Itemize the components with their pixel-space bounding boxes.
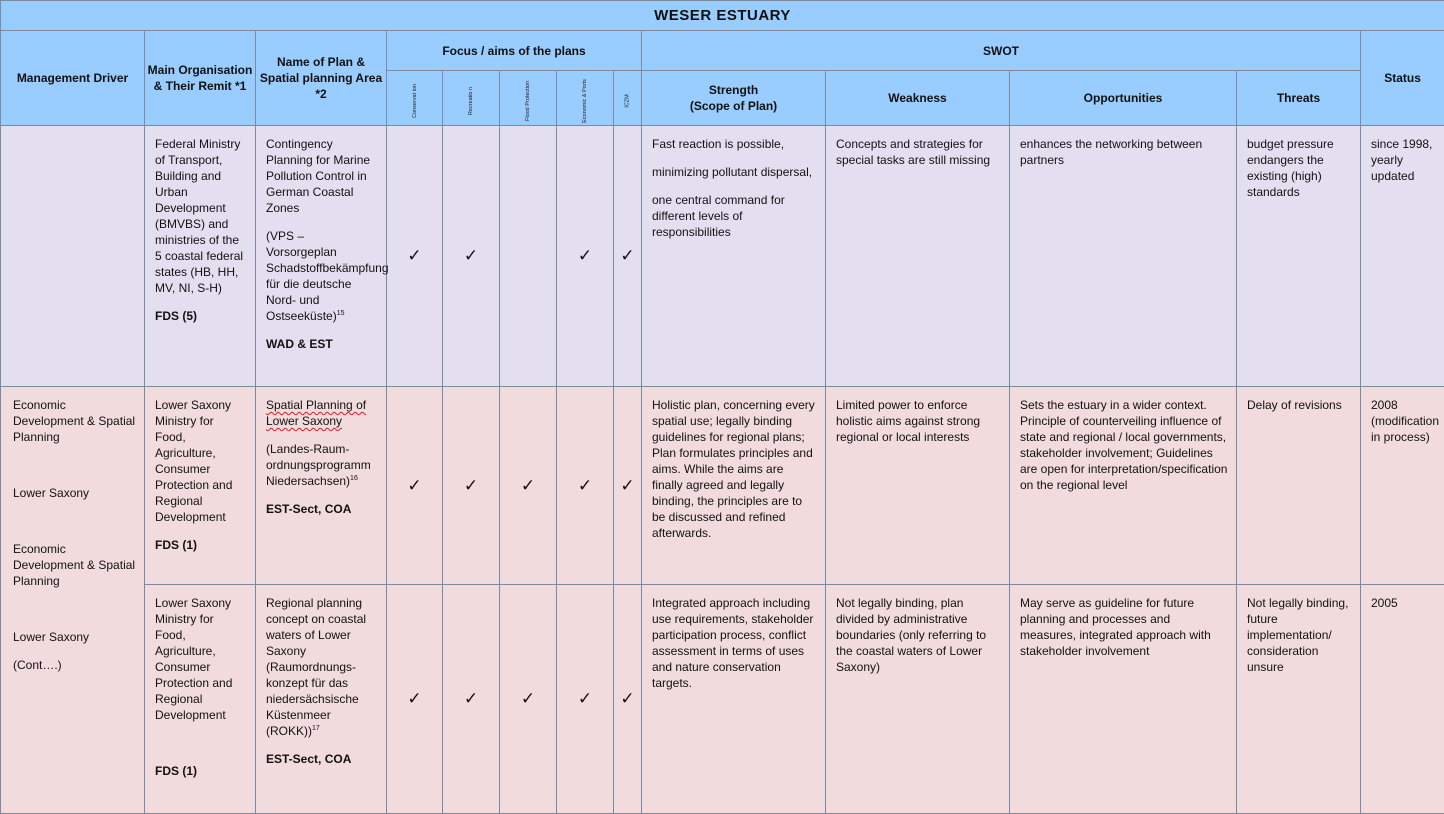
- checkmark-icon: ✓: [620, 476, 634, 495]
- strength-line: Fast reaction is possible,: [652, 136, 817, 152]
- plan-name: Contingency Planning for Marine Pollution Control in German Coastal Zones: [266, 136, 378, 216]
- header-weakness: Weakness: [826, 71, 1010, 126]
- focus-tick: [500, 126, 557, 387]
- status-cell: 2005: [1361, 585, 1444, 814]
- plan-footnote: 17: [312, 725, 320, 732]
- management-driver-cell: [1, 126, 145, 387]
- weakness-cell: Not legally binding, plan divided by administrative boundaries (only referring to the coastal waters of Lower Saxony): [826, 585, 1010, 814]
- management-driver-text: Economic Development & Spatial Planning: [13, 397, 138, 445]
- focus-col-label: Recreatio n: [468, 87, 474, 115]
- management-driver-cell: [1, 387, 145, 814]
- org-text: Lower Saxony Ministry for Food, Agriculture, Consumer Protection and Regional Development: [155, 397, 247, 525]
- plan-area: EST-Sect, COA: [266, 502, 351, 516]
- header-opportunities: Opportunities: [1010, 71, 1237, 126]
- header-threats: Threats: [1237, 71, 1361, 126]
- main-organisation-cell: [145, 387, 256, 585]
- status-cell: since 1998, yearly updated: [1361, 126, 1444, 387]
- header-main-organisation: [145, 31, 256, 126]
- status-cell: 2008 (modification in process): [1361, 387, 1444, 585]
- plan-name-cell: [256, 126, 387, 387]
- header-focus-flood-protection: [500, 71, 557, 126]
- focus-tick: [614, 387, 642, 585]
- threats-cell: Delay of revisions: [1237, 387, 1361, 585]
- checkmark-icon: ✓: [464, 689, 478, 708]
- opportunities-cell: May serve as guideline for future planning and processes and measures, integrated approach with stakeholder involvement: [1010, 585, 1237, 814]
- focus-tick: [614, 126, 642, 387]
- plan-area: WAD & EST: [266, 337, 333, 351]
- focus-tick: [557, 126, 614, 387]
- main-organisation-cell: [145, 126, 256, 387]
- plan-name-cell: [256, 585, 387, 814]
- org-text: Federal Ministry of Transport, Building and Urban Development (BMVBS) and ministries of the 5 coastal federal states (HB, HH, MV, NI, S-H): [155, 136, 247, 296]
- strength-cell: Holistic plan, concerning every spatial use; legally binding guidelines for regional plans; Plan formulates principles and aims. While the aims are finally agreed and legally binding, the principles are to be discussed and refined afterwards.: [642, 387, 826, 585]
- table-title: WESER ESTUARY: [1, 1, 1444, 31]
- header-swot: SWOT: [642, 31, 1361, 71]
- checkmark-icon: ✓: [620, 689, 634, 708]
- plan-name: Regional planning concept on coastal waters of Lower Saxony: [266, 595, 378, 659]
- org-fds: FDS (1): [155, 764, 197, 778]
- focus-tick: [443, 585, 500, 814]
- weakness-cell: Concepts and strategies for special tasks are still missing: [826, 126, 1010, 387]
- strength-cell: Integrated approach including use requirements, stakeholder participation process, conflict assessment in terms of uses and nature conservation targets.: [642, 585, 826, 814]
- focus-tick: [387, 585, 443, 814]
- table-row: [1, 387, 1444, 585]
- header-focus-economic-ports: [557, 71, 614, 126]
- header-focus-iczm: [614, 71, 642, 126]
- management-driver-text: Economic Development & Spatial Planning: [13, 541, 138, 589]
- table-row: [1, 126, 1444, 387]
- header-strength-label: Strength: [642, 82, 825, 98]
- org-fds: FDS (1): [155, 538, 197, 552]
- checkmark-icon: ✓: [407, 689, 421, 708]
- focus-col-label: Economic & Ports: [582, 79, 588, 123]
- header-focus-recreation: [443, 71, 500, 126]
- checkmark-icon: ✓: [407, 476, 421, 495]
- opportunities-cell: enhances the networking between partners: [1010, 126, 1237, 387]
- focus-tick: [557, 387, 614, 585]
- header-management-driver: Management Driver: [1, 31, 145, 126]
- management-driver-region: Lower Saxony: [13, 485, 138, 501]
- checkmark-icon: ✓: [407, 246, 421, 265]
- focus-col-label: Conservat ion: [412, 84, 418, 118]
- focus-tick: [387, 126, 443, 387]
- table-row: [1, 585, 1444, 814]
- checkmark-icon: ✓: [521, 476, 535, 495]
- focus-tick: [443, 387, 500, 585]
- focus-tick: [387, 387, 443, 585]
- plan-subtitle: (Raumordnungs-konzept für das niedersächsische Küstenmeer (ROKK)): [266, 660, 359, 738]
- plan-footnote: 16: [350, 475, 358, 482]
- management-driver-region: Lower Saxony: [13, 629, 138, 645]
- checkmark-icon: ✓: [578, 476, 592, 495]
- focus-tick: [500, 387, 557, 585]
- plan-area: EST-Sect, COA: [266, 752, 351, 766]
- header-strength: [642, 71, 826, 126]
- strength-cell: [642, 126, 826, 387]
- focus-tick: [443, 126, 500, 387]
- header-plan-name: Name of Plan & Spatial planning Area *2: [256, 31, 387, 126]
- checkmark-icon: ✓: [578, 689, 592, 708]
- header-status: Status: [1361, 31, 1444, 126]
- plan-name: Spatial Planning of Lower Saxony: [266, 397, 378, 429]
- strength-line: minimizing pollutant dispersal,: [652, 164, 817, 180]
- checkmark-icon: ✓: [620, 246, 634, 265]
- main-organisation-cell: [145, 585, 256, 814]
- strength-line: one central command for different levels of responsibilities: [652, 192, 817, 240]
- checkmark-icon: ✓: [521, 689, 535, 708]
- header-focus: Focus / aims of the plans: [387, 31, 642, 71]
- plan-name-cell: [256, 387, 387, 585]
- plan-subtitle: (VPS – Vorsorgeplan Schadstoffbekämpfung für die deutsche Nord- und Ostseeküste): [266, 229, 389, 323]
- checkmark-icon: ✓: [464, 476, 478, 495]
- focus-col-label: ICZM: [624, 94, 630, 107]
- org-fds: FDS (5): [155, 309, 197, 323]
- weakness-cell: Limited power to enforce holistic aims against strong regional or local interests: [826, 387, 1010, 585]
- threats-cell: Not legally binding, future implementation/ consideration unsure: [1237, 585, 1361, 814]
- header-strength-sub: (Scope of Plan): [642, 98, 825, 114]
- focus-col-label: Flood Protection: [525, 81, 531, 121]
- threats-cell: budget pressure endangers the existing (high) standards: [1237, 126, 1361, 387]
- opportunities-cell: Sets the estuary in a wider context. Principle of counterveiling influence of state and regional / local governments, stakeholder involvement; Guidelines are open for interpretation/specification on the regional level: [1010, 387, 1237, 585]
- focus-tick: [614, 585, 642, 814]
- focus-tick: [500, 585, 557, 814]
- checkmark-icon: ✓: [464, 246, 478, 265]
- management-driver-continued: (Cont….): [13, 657, 138, 673]
- checkmark-icon: ✓: [578, 246, 592, 265]
- focus-tick: [557, 585, 614, 814]
- plan-footnote: 15: [337, 310, 345, 317]
- plan-subtitle: (Landes-Raum-ordnungsprogramm Niedersachsen): [266, 442, 371, 488]
- header-main-organisation-label: Main Organisation & Their Remit *1: [148, 63, 253, 93]
- org-text: Lower Saxony Ministry for Food, Agriculture, Consumer Protection and Regional Development: [155, 595, 247, 723]
- header-focus-conservation: [387, 71, 443, 126]
